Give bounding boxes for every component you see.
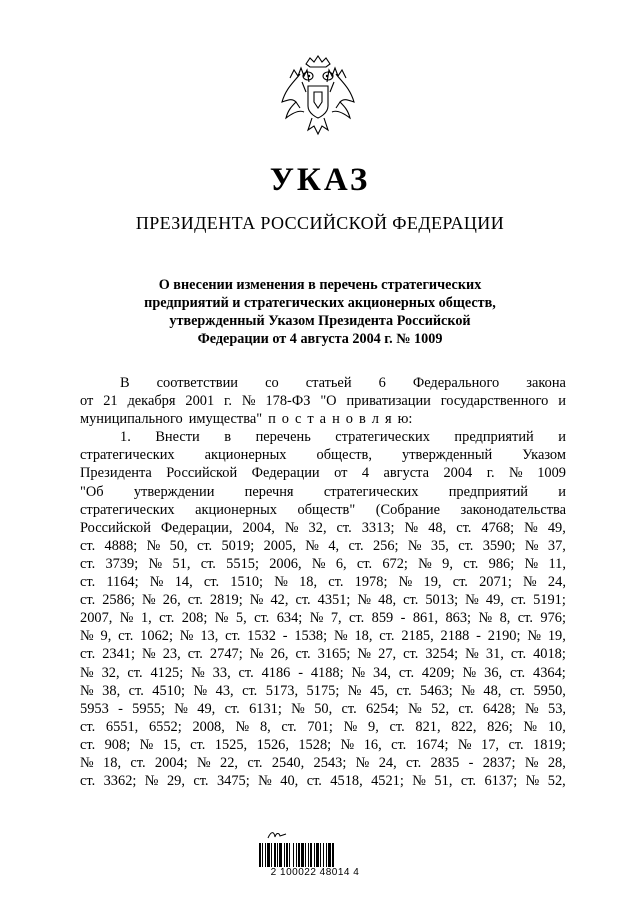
signature-mark	[266, 829, 288, 841]
body-line: № 32, ст. 4125; № 33, ст. 4186 - 4188; № 34, ст. 4209; № 36, ст. 4364;	[80, 664, 566, 681]
body-line: Российской Федерации, 2004, № 32, ст. 3313; № 48, ст. 4768; № 49,	[80, 519, 566, 536]
heading-line: предприятий и стратегических акционерных обществ,	[144, 295, 496, 311]
body-line: ст. 2586; № 26, ст. 2819; № 42, ст. 4351; № 48, ст. 5013; № 49, ст. 5191;	[80, 592, 566, 609]
heading-line: утвержденный Указом Президента Российской	[169, 313, 471, 329]
decree-heading	[90, 276, 550, 348]
body-line: № 9, ст. 1062; № 13, ст. 1532 - 1538; № 18, ст. 2185, 2188 - 2190; № 19,	[80, 628, 566, 645]
heading-line: О внесении изменения в перечень стратегических	[158, 277, 482, 293]
body-line: ст. 3362; № 29, ст. 3475; № 40, ст. 4518, 4521; № 51, ст. 6137; № 52,	[80, 773, 566, 790]
body-line: стратегических акционерных обществ" (Собрание законодательства	[80, 501, 566, 518]
body-line: от 21 декабря 2001 г. № 178-ФЗ "О приватизации государственного и	[80, 393, 566, 410]
body-line: ст. 4888; № 50, ст. 5019; 2005, № 4, ст. 256; № 35, ст. 3590; № 37,	[80, 537, 566, 554]
coat-of-arms-emblem	[276, 52, 360, 142]
body-line: ст. 1164; № 14, ст. 1510; № 18, ст. 1978; № 19, ст. 2071; № 24,	[80, 574, 566, 591]
body-line: ст. 3739; № 51, ст. 5515; 2006, № 6, ст. 672; № 9, ст. 986; № 11,	[80, 555, 566, 572]
body-line: ст. 6551, 6552; 2008, № 8, ст. 701; № 9, ст. 821, 822, 826; № 10,	[80, 718, 566, 735]
barcode-number: 2 100022 48014 4	[270, 867, 360, 878]
body-line: Президента Российской Федерации от 4 августа 2004 г. № 1009	[80, 465, 566, 482]
decree-body	[80, 374, 566, 790]
body-line: "Об утверждении перечня стратегических предприятий и	[80, 483, 566, 500]
heading-line: Федерации от 4 августа 2004 г. № 1009	[197, 331, 443, 347]
body-line: № 18, ст. 2004; № 22, ст. 2540, 2543; № 24, ст. 2835 - 2837; № 28,	[80, 754, 566, 771]
body-line: 2007, № 1, ст. 208; № 5, ст. 634; № 7, ст. 859 - 861, 863; № 8, ст. 976;	[80, 610, 566, 627]
body-line: № 38, ст. 4510; № 43, ст. 5173, 5175; № 45, ст. 5463; № 48, ст. 5950,	[80, 682, 566, 699]
barcode	[258, 843, 364, 869]
body-line: 5953 - 5955; № 49, ст. 6131; № 50, ст. 6254; № 52, ст. 6428; № 53,	[80, 700, 566, 717]
body-line: ст. 908; № 15, ст. 1525, 1526, 1528; № 16, ст. 1674; № 17, ст. 1819;	[80, 736, 566, 753]
body-line: муниципального имущества" п о с т а н о в л я ю:	[80, 411, 413, 428]
document-subtitle: ПРЕЗИДЕНТА РОССИЙСКОЙ ФЕДЕРАЦИИ	[135, 213, 505, 233]
document-title: УКАЗ	[269, 162, 371, 198]
body-line: В соответствии со статьей 6 Федерального закона	[120, 375, 566, 391]
body-line: 1. Внести в перечень стратегических предприятий и	[120, 429, 566, 446]
body-line: ст. 2341; № 23, ст. 2747; № 26, ст. 3165; № 27, ст. 3254; № 31, ст. 4018;	[80, 646, 566, 663]
body-line: стратегических акционерных обществ, утвержденный Указом	[80, 447, 566, 464]
